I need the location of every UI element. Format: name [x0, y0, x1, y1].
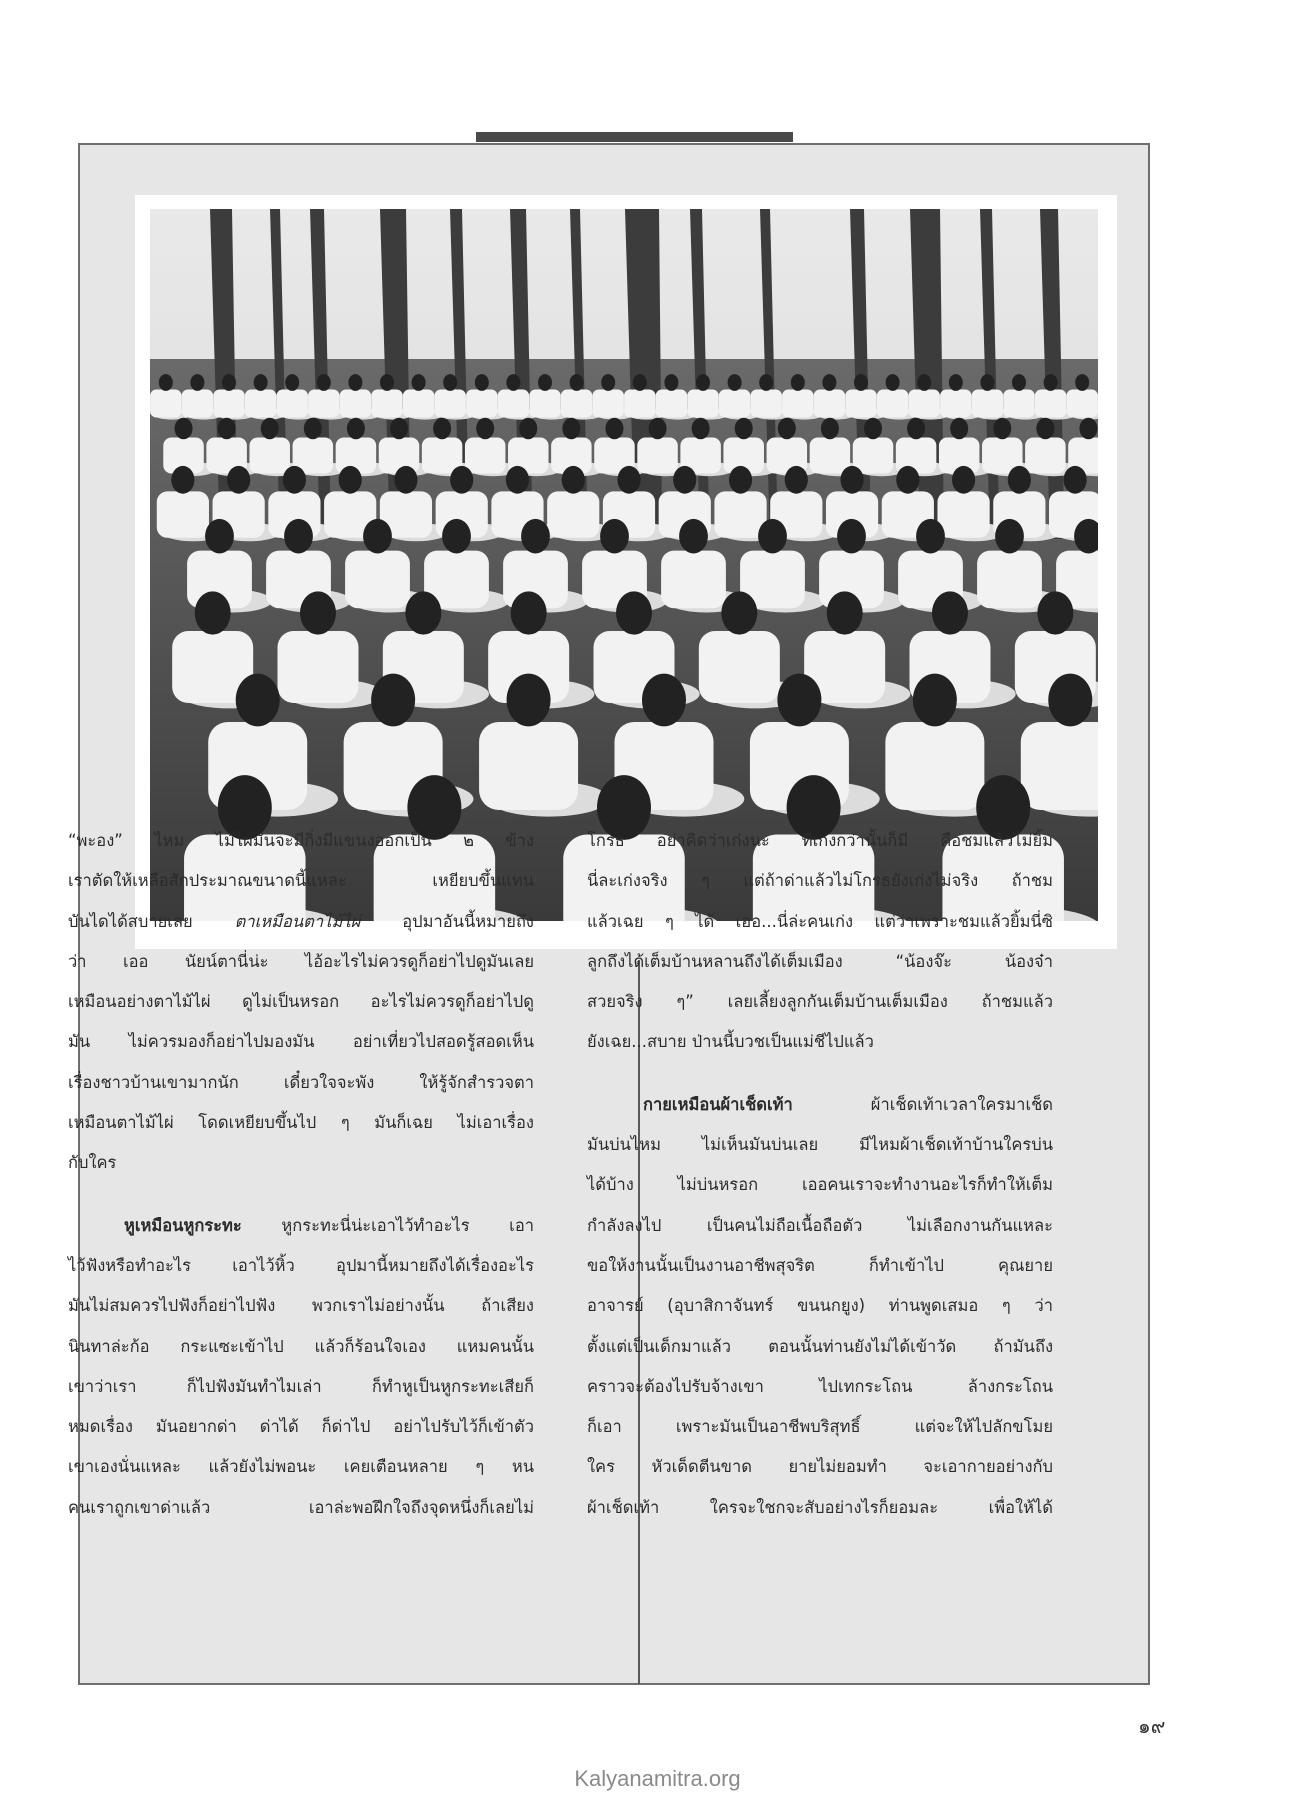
text-run: ผ้าเช็ดเท้าเวลาใครมาเช็ด: [792, 1094, 1053, 1114]
paragraph-heading: หูเหมือนหูกระทะ: [124, 1215, 242, 1235]
text-line: มันไม่สมควรไปฟังก็อย่าไปฟัง พวกเราไม่อย่างนั้น ถ้าเสียง: [68, 1296, 534, 1316]
meditation-photo: [150, 209, 1098, 921]
text-run: บันไดได้สบายเลย: [68, 911, 235, 931]
paragraph-gap: [587, 1063, 1053, 1085]
text-line: “พะอง” ไหม ไม้ไผ่มันจะมีกิ่งมีแขนงออกเป็น ๒ ข้าง: [68, 831, 534, 850]
text-line: [587, 1085, 1053, 1125]
text-line: แล้วเฉย ๆ ได้ เออ...นี่ล่ะคนเก่ง แต่ว่าเพราะชมแล้วยิ้มนี่ซิ: [587, 911, 1053, 931]
text-line: หมดเรื่อง มันอยากด่า ด่าได้ ก็ด่าไป อย่าไปรับไว้ก็เข้าตัว: [68, 1417, 534, 1437]
text-line: ว่า เออ นัยน์ตานี่น่ะ ไอ้อะไรไม่ควรดูก็อย่าไปดูมันเลย: [68, 951, 534, 971]
text-line: [68, 1206, 534, 1246]
text-line: เรื่องชาวบ้านเขามากนัก เดี๋ยวใจจะพัง ให้รู้จักสำรวจตา: [68, 1072, 534, 1092]
text-line: โกรธ อย่าคิดว่าเก่งนะ ที่เก่งกว่านั้นก็มี คือชมแล้วไม่ยิ้ม: [587, 831, 1053, 850]
text-run: หูกระทะนี่น่ะเอาไว้ทำอะไร เอา: [241, 1215, 534, 1235]
source-footer: Kalyanamitra.org: [574, 1766, 741, 1791]
text-line: [68, 902, 534, 942]
text-line: คนเราถูกเขาด่าแล้ว เอาล่ะพอฝึกใจถึงจุดหนึ่งก็เลยไม่: [68, 1497, 534, 1517]
emphasis-text: ตาเหมือนตาไม้ไผ่: [234, 911, 361, 931]
text-line: เหมือนอย่างตาไม้ไผ่ ดูไม่เป็นหรอก อะไรไม่ควรดูก็อย่าไปดู: [68, 992, 534, 1012]
text-line: เขาว่าเรา ก็ไปฟังมันทำไมเล่า ก็ทำหูเป็นหูกระทะเสียก็: [68, 1376, 534, 1396]
text-line: มันบ่นไหม ไม่เห็นมันบ่นเลย มีไหมผ้าเช็ดเท้าบ้านใครบ่น: [587, 1135, 1053, 1155]
text-line: ขอให้งานนั้นเป็นงานอาชีพสุจริต ก็ทำเข้าไป คุณยาย: [587, 1255, 1053, 1275]
text-line: ผ้าเช็ดเท้า ใครจะใชกจะสับอย่างไรก็ยอมละ เพื่อให้ได้: [587, 1497, 1053, 1517]
text-run: อุปมาอันนี้หมายถึง: [360, 911, 534, 931]
text-line: ลูกถึงได้เต็มบ้านหลานถึงได้เต็มเมือง “น้องจ๊ะ น้องจ๋า: [587, 951, 1053, 971]
text-line: คราวจะต้องไปรับจ้างเขา ไปเทกระโถน ล้างกระโถน: [587, 1376, 1053, 1396]
text-line: ใคร หัวเด็ดตีนขาด ยายไม่ยอมทำ จะเอากายอย่างกับ: [587, 1457, 1053, 1477]
paragraph-heading: กายเหมือนผ้าเช็ดเท้า: [643, 1094, 793, 1114]
text-line: นี่ละเก่งจริง ๆ แต่ถ้าด่าแล้วไม่โกรธยังเก่งไม่จริง ถ้าชม: [587, 871, 1053, 891]
text-line: ได้บ้าง ไม่บ่นหรอก เออคนเราจะทำงานอะไรก็ทำให้เต็ม: [587, 1175, 1053, 1195]
text-line: มัน ไม่ควรมองก็อย่าไปมองมัน อย่าเที่ยวไปสอดรู้สอดเห็น: [68, 1032, 534, 1052]
left-column: [68, 821, 534, 1528]
meditation-photo-drawing: [150, 209, 1098, 921]
text-line: เราตัดให้เหลือสักประมาณขนาดนี้แหละ เหยียบขึ้นแทน: [68, 871, 534, 891]
text-line: ไว้ฟังหรือทำอะไร เอาไว้หิ้ว อุปมานี้หมายถึงได้เรื่องอะไร: [68, 1255, 534, 1275]
text-line: สวยจริง ๆ” เลยเลี้ยงลูกกันเต็มบ้านเต็มเมือง ถ้าชมแล้ว: [587, 992, 1053, 1012]
page-number: ๑๙: [1138, 1714, 1166, 1738]
text-line: กับใคร: [68, 1153, 117, 1173]
right-column: [587, 821, 1053, 1528]
text-line: เหมือนตาไม้ไผ่ โดดเหยียบขึ้นไป ๆ มันก็เฉย ไม่เอาเรื่อง: [68, 1113, 534, 1133]
text-line: ยังเฉย...สบาย ป่านนี้บวชเป็นแม่ชีไปแล้ว: [587, 1032, 874, 1052]
text-line: ก็เอา เพราะมันเป็นอาชีพบริสุทธิ์ แต่จะให้ไปลักขโมย: [587, 1417, 1053, 1437]
text-line: กำลังลงไป เป็นคนไม่ถือเนื้อถือตัว ไม่เลือกงานกันแหละ: [587, 1215, 1053, 1235]
header-rule: [476, 132, 793, 142]
text-line: นินทาล่ะก้อ กระแซะเข้าไป แล้วก็ร้อนใจเอง แหมคนนั้น: [68, 1336, 534, 1356]
paragraph-gap: [68, 1184, 534, 1206]
text-line: ตั้งแต่เป็นเด็กมาแล้ว ตอนนั้นท่านยังไม่ได้เข้าวัด ถ้ามันถึง: [587, 1336, 1053, 1356]
text-line: เขาเองนั่นแหละ แล้วยังไม่พอนะ เคยเตือนหลาย ๆ หน: [68, 1457, 534, 1477]
text-line: อาจารย์ (อุบาสิกาจันทร์ ขนนกยูง) ท่านพูดเสมอ ๆ ว่า: [587, 1296, 1053, 1316]
